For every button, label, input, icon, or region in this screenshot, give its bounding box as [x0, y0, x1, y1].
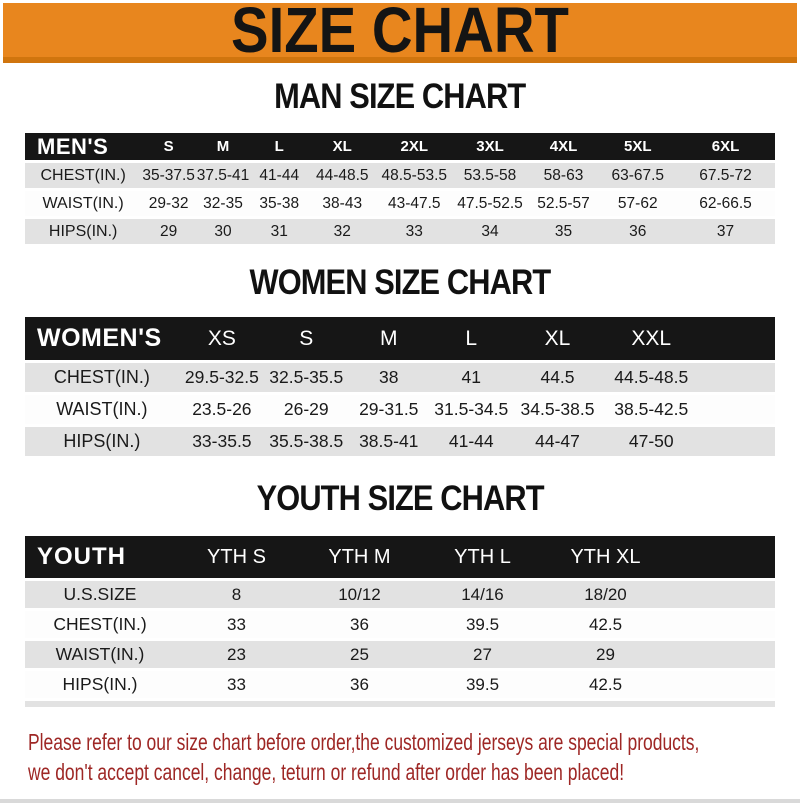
table-header-row — [25, 536, 775, 578]
measurement-row — [25, 219, 775, 244]
footer-line-2: we don't accept cancel, change, teturn or refund after order has been placed! — [28, 759, 625, 785]
size-value-cell: 39.5 — [421, 611, 544, 638]
size-column-header: XXL — [603, 317, 701, 360]
size-value-cell: 38.5-41 — [348, 427, 431, 456]
measurement-label: CHEST(IN.) — [25, 363, 179, 392]
size-column-header: YTH M — [298, 536, 421, 578]
measurement-row — [25, 191, 775, 216]
size-column-header: YTH S — [175, 536, 298, 578]
size-value-cell: 34 — [453, 219, 528, 244]
size-value-cell: 52.5-57 — [528, 191, 600, 216]
men-size-table — [25, 130, 775, 247]
size-value-cell: 44-48.5 — [309, 163, 377, 188]
row-filler-cell — [700, 427, 775, 456]
size-value-cell: 47-50 — [603, 427, 701, 456]
heading-youth-size-chart-text: YOUTH SIZE CHART — [256, 479, 544, 518]
size-value-cell: 29-31.5 — [348, 395, 431, 424]
size-column-header: XS — [179, 317, 265, 360]
size-value-cell: 44-47 — [513, 427, 603, 456]
measurement-row — [25, 611, 775, 638]
size-value-cell: 58-63 — [528, 163, 600, 188]
size-value-cell: 35-38 — [250, 191, 309, 216]
banner — [3, 0, 797, 66]
size-value-cell: 31 — [250, 219, 309, 244]
row-filler-cell — [700, 395, 775, 424]
table-header-row — [25, 133, 775, 160]
measurement-row — [25, 163, 775, 188]
size-value-cell: 43-47.5 — [376, 191, 453, 216]
size-value-cell: 48.5-53.5 — [376, 163, 453, 188]
size-value-cell: 37 — [676, 219, 775, 244]
size-value-cell: 36 — [298, 611, 421, 638]
banner-title: SIZE CHART — [231, 0, 569, 66]
size-value-cell: 57-62 — [600, 191, 677, 216]
size-value-cell: 41-44 — [250, 163, 309, 188]
footer-note — [28, 727, 800, 787]
size-value-cell: 35 — [528, 219, 600, 244]
measurement-row — [25, 363, 775, 392]
size-table — [25, 314, 775, 459]
size-value-cell: 25 — [298, 641, 421, 668]
header-filler-cell — [700, 317, 775, 360]
measurement-label: CHEST(IN.) — [25, 611, 175, 638]
size-value-cell: 33 — [175, 671, 298, 698]
row-filler-cell — [700, 363, 775, 392]
size-column-header: M — [348, 317, 431, 360]
measurement-row — [25, 581, 775, 608]
size-value-cell: 41 — [430, 363, 513, 392]
size-value-cell: 23.5-26 — [179, 395, 265, 424]
header-filler-cell — [667, 536, 775, 578]
row-filler-cell — [667, 671, 775, 698]
size-table — [25, 533, 775, 701]
heading-man-size-chart — [0, 77, 800, 116]
size-value-cell: 62-66.5 — [676, 191, 775, 216]
table-title-cell: YOUTH — [25, 536, 175, 578]
size-value-cell: 31.5-34.5 — [430, 395, 513, 424]
size-column-header: S — [141, 133, 196, 160]
measurement-row — [25, 641, 775, 668]
measurement-row — [25, 427, 775, 456]
size-value-cell: 32.5-35.5 — [265, 363, 348, 392]
size-column-header: S — [265, 317, 348, 360]
size-value-cell: 29.5-32.5 — [179, 363, 265, 392]
size-value-cell: 47.5-52.5 — [453, 191, 528, 216]
size-value-cell: 26-29 — [265, 395, 348, 424]
size-value-cell: 8 — [175, 581, 298, 608]
size-column-header: L — [430, 317, 513, 360]
measurement-label: WAIST(IN.) — [25, 641, 175, 668]
size-column-header: YTH XL — [544, 536, 667, 578]
size-value-cell: 44.5 — [513, 363, 603, 392]
size-column-header: 5XL — [600, 133, 677, 160]
youth-size-table — [25, 533, 775, 701]
size-column-header: XL — [513, 317, 603, 360]
size-value-cell: 35-37.5 — [141, 163, 196, 188]
heading-man-size-chart-text: MAN SIZE CHART — [274, 77, 526, 116]
size-column-header: M — [196, 133, 250, 160]
size-value-cell: 42.5 — [544, 671, 667, 698]
size-value-cell: 35.5-38.5 — [265, 427, 348, 456]
size-value-cell: 32 — [309, 219, 377, 244]
heading-youth-size-chart — [0, 479, 800, 518]
size-column-header: XL — [309, 133, 377, 160]
size-value-cell: 29-32 — [141, 191, 196, 216]
size-value-cell: 33 — [376, 219, 453, 244]
size-value-cell: 44.5-48.5 — [603, 363, 701, 392]
heading-women-size-chart-text: WOMEN SIZE CHART — [249, 263, 551, 302]
measurement-label: WAIST(IN.) — [25, 191, 141, 216]
size-value-cell: 18/20 — [544, 581, 667, 608]
size-value-cell: 38.5-42.5 — [603, 395, 701, 424]
size-value-cell: 39.5 — [421, 671, 544, 698]
size-value-cell: 27 — [421, 641, 544, 668]
table-header-row — [25, 317, 775, 360]
size-value-cell: 32-35 — [196, 191, 250, 216]
size-column-header: L — [250, 133, 309, 160]
size-value-cell: 38 — [348, 363, 431, 392]
size-value-cell: 33-35.5 — [179, 427, 265, 456]
size-column-header: 4XL — [528, 133, 600, 160]
size-value-cell: 36 — [298, 671, 421, 698]
size-value-cell: 30 — [196, 219, 250, 244]
size-value-cell: 53.5-58 — [453, 163, 528, 188]
size-value-cell: 14/16 — [421, 581, 544, 608]
size-value-cell: 10/12 — [298, 581, 421, 608]
table-title-cell: MEN'S — [25, 133, 141, 160]
row-filler-cell — [667, 611, 775, 638]
footer-line-1: Please refer to our size chart before order,the customized jerseys are special products, — [28, 729, 700, 755]
size-column-header: 6XL — [676, 133, 775, 160]
size-value-cell: 29 — [141, 219, 196, 244]
size-column-header: 3XL — [453, 133, 528, 160]
measurement-row — [25, 395, 775, 424]
size-value-cell: 36 — [600, 219, 677, 244]
size-table — [25, 130, 775, 247]
size-value-cell: 42.5 — [544, 611, 667, 638]
size-value-cell: 37.5-41 — [196, 163, 250, 188]
heading-women-size-chart — [0, 263, 800, 302]
measurement-label: HIPS(IN.) — [25, 671, 175, 698]
size-value-cell: 34.5-38.5 — [513, 395, 603, 424]
size-value-cell: 29 — [544, 641, 667, 668]
women-size-table — [25, 314, 775, 459]
row-filler-cell — [667, 641, 775, 668]
table-title-cell: WOMEN'S — [25, 317, 179, 360]
size-value-cell: 63-67.5 — [600, 163, 677, 188]
size-value-cell: 41-44 — [430, 427, 513, 456]
measurement-label: HIPS(IN.) — [25, 219, 141, 244]
measurement-label: HIPS(IN.) — [25, 427, 179, 456]
measurement-label: CHEST(IN.) — [25, 163, 141, 188]
measurement-row — [25, 671, 775, 698]
size-value-cell: 67.5-72 — [676, 163, 775, 188]
size-value-cell: 33 — [175, 611, 298, 638]
size-column-header: 2XL — [376, 133, 453, 160]
row-filler-cell — [667, 581, 775, 608]
measurement-label: WAIST(IN.) — [25, 395, 179, 424]
size-value-cell: 38-43 — [309, 191, 377, 216]
size-column-header: YTH L — [421, 536, 544, 578]
youth-table-bottom-strip — [25, 701, 775, 707]
measurement-label: U.S.SIZE — [25, 581, 175, 608]
size-value-cell: 23 — [175, 641, 298, 668]
